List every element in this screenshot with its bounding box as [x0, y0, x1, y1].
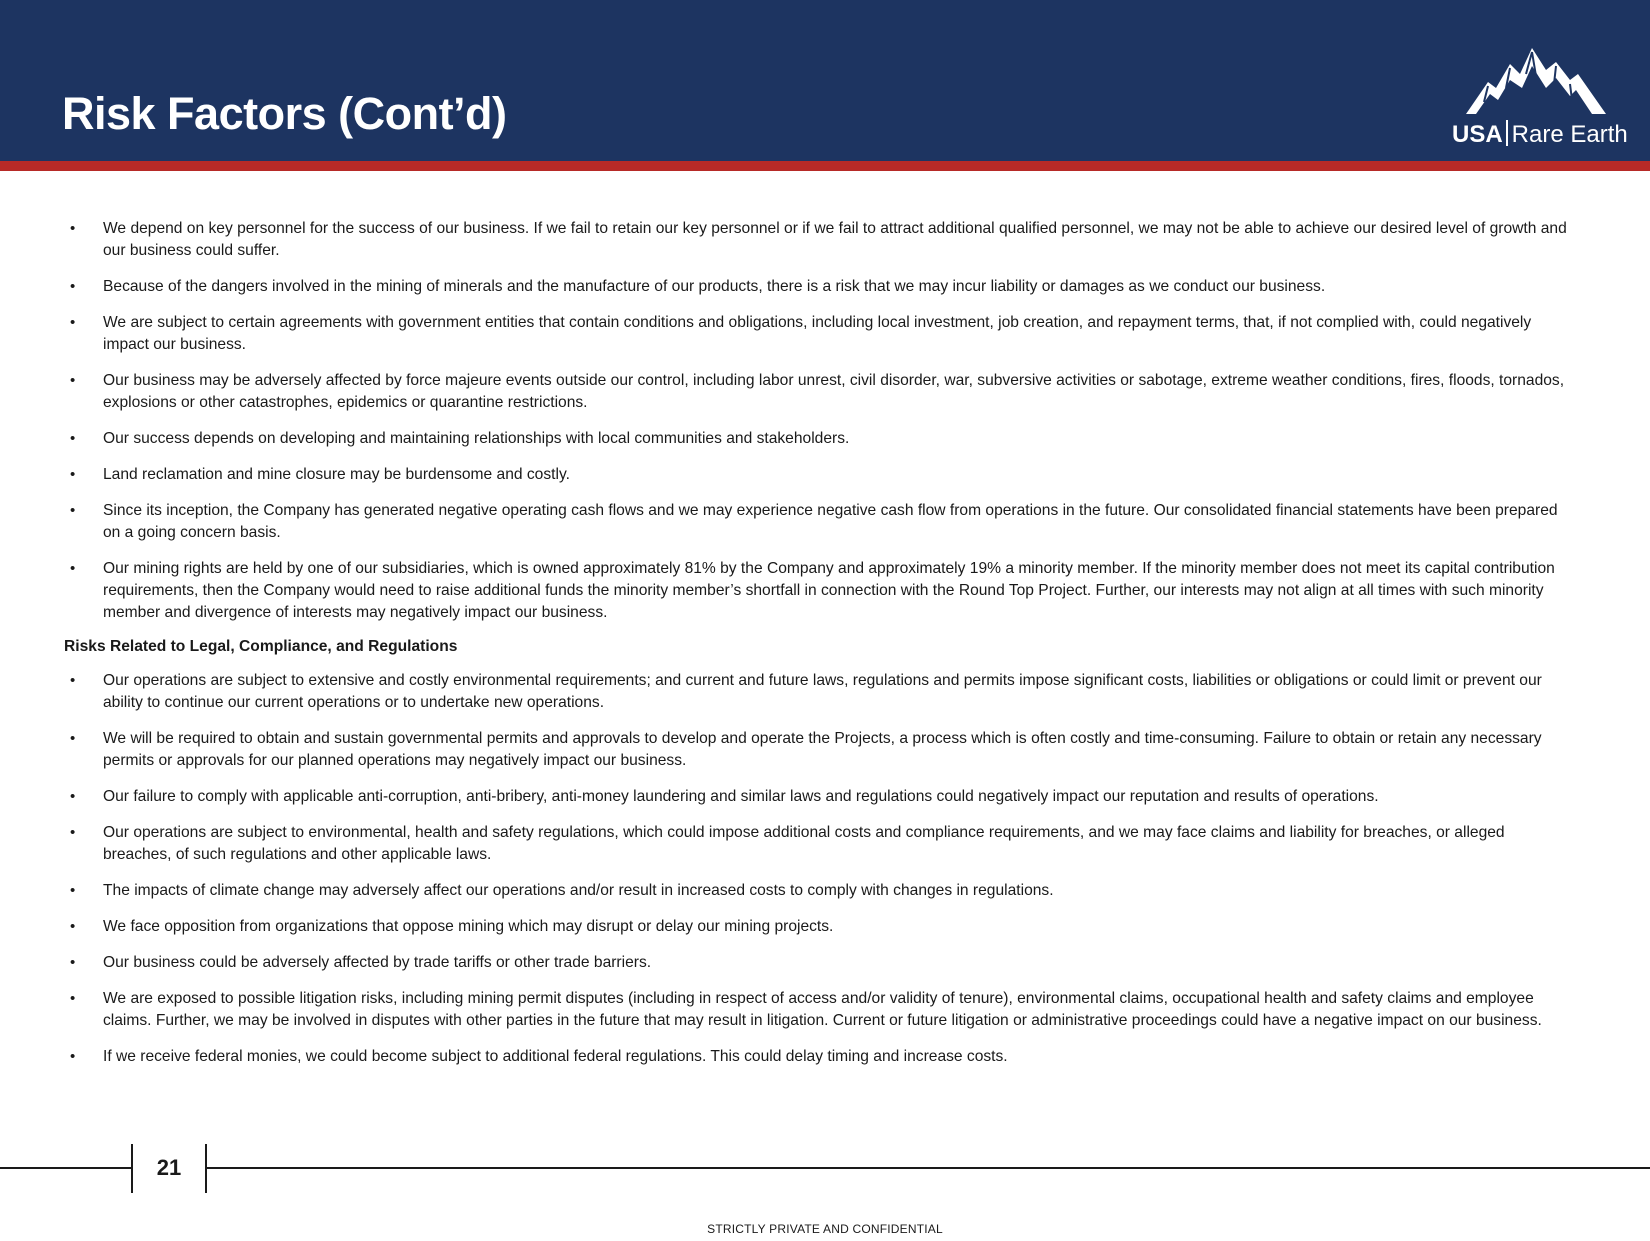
risk-text: We face opposition from organizations that oppose mining which may disrupt or delay our mining projects.: [103, 918, 834, 935]
risk-text: The impacts of climate change may adversely affect our operations and/or result in increased costs to comply with changes in regulations.: [103, 882, 1054, 899]
list-item: [64, 218, 1574, 262]
list-item: [64, 312, 1574, 356]
risk-text: Our operations are subject to extensive and costly environmental requirements; and current and future laws, regulations and permits impose significant costs, liabilities or obligations or could limit or prevent our ability to continue our current operations or to undertake new operations.: [103, 672, 1542, 711]
bullet: •: [70, 278, 76, 295]
risk-text: Our business could be adversely affected by trade tariffs or other trade barriers.: [103, 954, 652, 971]
list-item: [64, 370, 1574, 414]
bullet: •: [70, 954, 76, 971]
section-heading: Risks Related to Legal, Compliance, and Regulations: [64, 638, 458, 655]
risk-text: We depend on key personnel for the success of our business. If we fail to retain our key personnel or if we fail to attract additional qualified personnel, we may not be able to achieve our desired level of growth and our business could suffer.: [103, 220, 1567, 259]
list-item: [64, 500, 1574, 544]
logo-divider: [1506, 120, 1508, 146]
risk-text: If we receive federal monies, we could become subject to additional federal regulations. This could delay timing and increase costs.: [103, 1048, 1008, 1065]
bullet: •: [70, 788, 76, 805]
bullet: •: [70, 882, 76, 899]
bullet: •: [70, 372, 76, 389]
confidential-notice: STRICTLY PRIVATE AND CONFIDENTIAL: [707, 1222, 943, 1236]
page-title: Risk Factors (Cont’d): [62, 88, 507, 139]
logo-brand-primary: USA: [1452, 121, 1503, 148]
risk-text: Our mining rights are held by one of our subsidiaries, which is owned approximately 81% by the Company and approximately 19% a minority member. If the minority member does not meet its capital contribution requirements, then the Company would need to raise additional funds the minority member’s shortfall in connection with the Round Top Project. Further, our interests may not align at all times with such minority member and divergence of interests may negatively impact our business.: [103, 560, 1555, 621]
list-item: [64, 822, 1574, 866]
list-item: [64, 276, 1574, 298]
risk-text: We are subject to certain agreements with government entities that contain conditions and obligations, including local investment, job creation, and repayment terms, that, if not complied with, could negatively impact our business.: [103, 314, 1532, 353]
bullet: •: [70, 730, 76, 747]
bullet: •: [70, 220, 76, 237]
bullet: •: [70, 824, 76, 841]
bullet: •: [70, 672, 76, 689]
company-logo: [1452, 44, 1628, 154]
list-item: [64, 1046, 1574, 1068]
list-item: [64, 952, 1574, 974]
risk-text: Land reclamation and mine closure may be burdensome and costly.: [103, 466, 570, 483]
header-accent-stripe: [0, 161, 1650, 171]
risk-factors-list: [64, 218, 1574, 1068]
bullet: •: [70, 990, 76, 1007]
bullet: •: [70, 430, 76, 447]
risk-text: Our failure to comply with applicable anti-corruption, anti-bribery, anti-money laundering and similar laws and regulations could negatively impact our reputation and results of operations.: [103, 788, 1379, 805]
page-number: 21: [156, 1155, 182, 1180]
risk-text: Because of the dangers involved in the mining of minerals and the manufacture of our products, there is a risk that we may incur liability or damages as we conduct our business.: [103, 278, 1326, 295]
footer-rule-right: [206, 1167, 1650, 1169]
list-item: [64, 464, 1574, 486]
list-item: [64, 916, 1574, 938]
bullet: •: [70, 560, 76, 577]
bullet: •: [70, 918, 76, 935]
risk-text: Our operations are subject to environmental, health and safety regulations, which could impose additional costs and compliance requirements, and we may face claims and liability for breaches, or alleged breaches, of such regulations and other applicable laws.: [103, 824, 1505, 863]
logo-wordmark: [1452, 120, 1628, 150]
list-item: [64, 988, 1574, 1032]
bullet: •: [70, 502, 76, 519]
risk-text: Our success depends on developing and maintaining relationships with local communities and stakeholders.: [103, 430, 850, 447]
risk-text: We will be required to obtain and sustain governmental permits and approvals to develop and operate the Projects, a process which is often costly and time-consuming. Failure to obtain or retain any necessary permits or approvals for our planned operations may negatively impact our business.: [103, 730, 1542, 769]
risk-text: We are exposed to possible litigation risks, including mining permit disputes (including in respect of access and/or validity of tenure), environmental claims, occupational health and safety claims and employee claims. Further, we may be involved in disputes with other parties in the future that may result in litigation. Current or future litigation or administrative proceedings could have a negative impact on our business.: [103, 990, 1542, 1029]
list-item: [64, 880, 1574, 902]
list-item: [64, 786, 1574, 808]
list-item: [64, 728, 1574, 772]
bullet: •: [70, 314, 76, 331]
bullet: •: [70, 1048, 76, 1065]
list-item: [64, 670, 1574, 714]
logo-brand-secondary: Rare Earth: [1511, 121, 1628, 148]
footer-rule-left: [0, 1167, 132, 1169]
list-item: [64, 428, 1574, 450]
mountain-icon: [1466, 44, 1606, 116]
list-item: [64, 558, 1574, 624]
bullet: •: [70, 466, 76, 483]
risk-text: Since its inception, the Company has generated negative operating cash flows and we may experience negative cash flow from operations in the future. Our consolidated financial statements have been prepared on a going concern basis.: [103, 502, 1558, 541]
risk-text: Our business may be adversely affected by force majeure events outside our control, including labor unrest, civil disorder, war, subversive activities or sabotage, extreme weather conditions, fires, floods, tornados, explosions or other catastrophes, epidemics or quarantine restrictions.: [103, 372, 1565, 411]
